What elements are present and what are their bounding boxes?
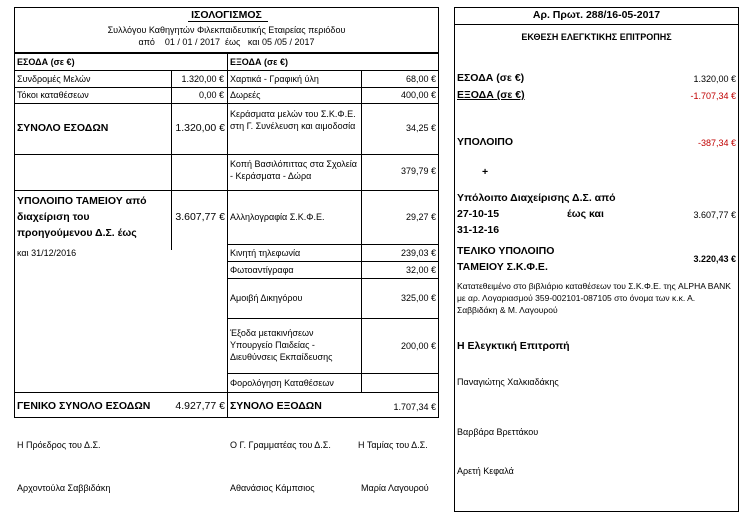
prior-balance-line2: διαχείριση του [17,211,90,223]
expense-amount: 400,00 € [400,90,436,100]
divider [14,392,439,393]
expense-label: Κοπή Βασιλόπιττας στα Σχολεία - Κεράσματα - Δώρα [230,159,358,181]
divider [14,190,227,191]
income-header: ΕΣΟΔΑ (σε €) [17,57,75,67]
prior-balance-date: και 31/12/2016 [17,248,77,258]
divider [14,103,227,104]
expense-label: Αλληλογραφία Σ.Κ.Φ.Ε. [230,212,325,222]
balance-sheet-period: από 01 / 01 / 2017 έως και 05 /05 / 2017 [138,37,315,47]
income-label: Τόκοι καταθέσεων [17,90,89,100]
divider [14,154,227,155]
report-expense-label: ΕΞΟΔΑ (σε €) [457,89,525,101]
report-expense-amount: -1.707,34 € [690,91,736,101]
report-income-amount: 1.320,00 € [693,74,736,84]
president-name: Αρχοντούλα Σαββιδάκη [17,483,111,493]
final-balance-line1: ΤΕΛΙΚΟ ΥΠΟΛΟΙΠΟ [457,245,555,257]
prior-balance-line3: προηγούμενου Δ.Σ. έως [17,227,137,239]
report-income-label: ΕΣΟΔΑ (σε €) [457,72,525,84]
expense-label: Αμοιβή Δικηγόρου [230,293,303,303]
divider [14,70,439,71]
expense-amount: 32,00 € [405,265,436,275]
committee-member: Παναγιώτης Χαλκιαδάκης [457,377,559,387]
remainder-label: ΥΠΟΛΟΙΠΟ [457,136,514,148]
divider [454,24,739,25]
expense-amount: 379,79 € [400,166,436,176]
committee-title: Η Ελεγκτική Επιτροπή [457,340,570,352]
board-balance-amount: 3.607,77 € [693,210,736,220]
total-expense-amount: 1.707,34 € [393,402,436,412]
divider [227,318,439,319]
divider [14,87,227,88]
expense-label: Δωρεές [230,90,261,100]
expense-amount: 325,00 € [400,293,436,303]
treasurer-name: Μαρία Λαγουρού [361,483,429,493]
report-title: ΕΚΘΕΣΗ ΕΛΕΓΚΤΙΚΗΣ ΕΠΙΤΡΟΠΗΣ [521,32,672,42]
divider [227,154,439,155]
balance-sheet-title: ΙΣΟΛΟΓΙΣΜΟΣ [191,9,262,21]
income-amount: 1.320,00 € [181,74,224,84]
president-role: Η Πρόεδρος του Δ.Σ. [17,440,101,450]
divider [227,278,439,279]
deposit-note: Κατατεθειμένο στο βιβλιάριο καταθέσεων του Σ.Κ.Φ.Ε. της ALPHA BANK με αρ. Λογαριασμού 359-002101-087105 στο όνομα των κ.κ. Α. Σαββιδάκη & Μ. Λαγουρού [457,281,731,315]
grand-total-income-amount: 4.927,77 € [175,400,225,412]
secretary-name: Αθανάσιος Κάμπσιος [230,483,315,493]
income-label: Συνδρομές Μελών [17,74,91,84]
expense-label: Έξοδα μετακινήσεων Υπουργείο Παιδείας - Διευθύνσεις Εκπαίδευσης [230,328,333,362]
final-balance-line2: ΤΑΜΕΙΟΥ Σ.Κ.Φ.Ε. [457,261,548,273]
expense-label: Κινητή τηλεφωνία [230,248,301,258]
treasurer-role: Η Ταμίας του Δ.Σ. [358,440,428,450]
expense-label: Χαρτικά - Γραφική ύλη [230,74,319,84]
title-underline [188,21,268,22]
total-income-amount: 1.320,00 € [175,122,225,134]
final-balance-amount: 3.220,43 € [693,254,736,264]
committee-member: Αρετή Κεφαλά [457,466,514,476]
total-expense-label: ΣΥΝΟΛΟ ΕΞΟΔΩΝ [230,400,322,412]
expense-amount: 34,25 € [405,123,436,133]
expense-amount: 239,03 € [400,248,436,258]
grand-total-income-label: ΓΕΝΙΚΟ ΣΥΝΟΛΟ ΕΣΟΔΩΝ [17,400,151,412]
balance-sheet-subtitle: Συλλόγου Καθηγητών Φιλεκπαιδευτικής Εταιρείας περιόδου [107,25,346,35]
divider [227,244,439,245]
plus-sign: + [482,166,489,178]
divider [227,190,439,191]
divider [227,53,228,418]
secretary-role: Ο Γ. Γραμματέας του Δ.Σ. [230,440,331,450]
expense-header: ΕΞΟΔΑ (σε €) [230,57,288,67]
divider [227,373,439,374]
protocol-number: Αρ. Πρωτ. 288/16-05-2017 [532,9,661,21]
board-balance-until: έως και [567,208,604,220]
board-balance-line3: 31-12-16 [457,224,500,236]
expense-label: Φορολόγηση Καταθέσεων [230,378,334,388]
total-income-label: ΣΥΝΟΛΟ ΕΣΟΔΩΝ [17,122,109,134]
committee-member: Βαρβάρα Βρεττάκου [457,427,539,437]
board-balance-line1: Υπόλοιπο Διαχείρισης Δ.Σ. από [457,192,616,204]
prior-balance-amount: 3.607,77 € [175,211,225,223]
expense-amount: 200,00 € [400,341,436,351]
divider [227,87,439,88]
expense-amount: 29,27 € [405,212,436,222]
income-amount: 0,00 € [198,90,224,100]
expense-label: Κεράσματα μελών του Σ.Κ.Φ.Ε. στη Γ. Συνέλευση και αιμοδοσία [230,109,356,131]
expense-amount: 68,00 € [405,74,436,84]
divider [227,103,439,104]
prior-balance-line1: ΥΠΟΛΟΙΠΟ ΤΑΜΕΙΟΥ από [17,195,147,207]
expense-label: Φωτοαντίγραφα [230,265,294,275]
divider [227,261,439,262]
board-balance-line2: 27-10-15 [457,208,500,220]
remainder-amount: -387,34 € [697,138,736,148]
